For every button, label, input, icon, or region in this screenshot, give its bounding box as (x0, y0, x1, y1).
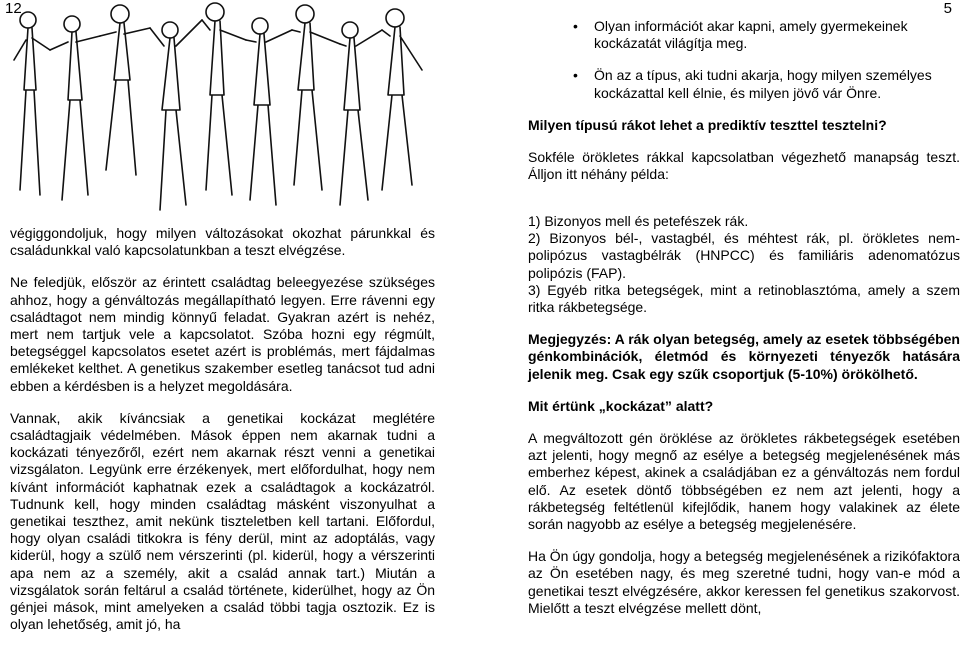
right-column-main (528, 213, 960, 617)
dancing-figures-illustration (10, 0, 435, 218)
risk-paragraph-2: Ha Ön úgy gondolja, hogy a betegség megjelenésének a rizikófaktora az Ön esetében nagy, és meg szeretné tudni, hogy van-e mód a genetikai teszt elvégzésére, akkor keressen fel genetikus szakorvost. Mielőtt a teszt elvégzése mellett dönt, (528, 548, 960, 616)
example-item-3: 3) Egyéb ritka betegségek, mint a retinoblasztóma, amely a szem ritka rákbetegsége. (528, 281, 960, 316)
left-column (10, 225, 435, 633)
bullet-item-1: • Olyan információt akar kapni, amely gyermekeinek kockázatát világítja meg. (528, 18, 960, 52)
page-number-right: 5 (943, 0, 952, 17)
right-column-top (528, 18, 960, 183)
example-item-1: 1) Bizonyos mell és petefészek rák. (528, 213, 749, 229)
left-paragraph-2: Ne feledjük, először az érintett családtag beleegyezése szükséges ahhoz, hogy a génváltozás megállapítható legyen. Erre rávenni egy családtagot nem mindig könnyű feladat. Gyakran azért is nehéz, mert nem tartjuk vele a kapcsolatot. Szóba hozni egy régmúlt, betegséggel kapcsolatos esetet azért is problémás, mert fájdalmas emlékeket kelthet. A genetikus szakember esetleg tanácsot tud adni ebben a kérdésben is a helyzet megoldására. (10, 274, 435, 394)
example-item-2: 2) Bizonyos bél-, vastagbél, és méhtest rák, pl. örökletes nem-polipózus vastagbélrák (HNPCC) és familiáris adenomatózus polipózis (FAP). (528, 230, 960, 281)
left-paragraph-1: végiggondoljuk, hogy milyen változásokat okozhat párunkkal és családunkkal való kapcsolatunkban a teszt elvégzése. (10, 225, 435, 259)
note-paragraph: Megjegyzés: A rák olyan betegség, amely az esetek többségében génkombinációk, életmód és környezeti tényezők hatására jelenik meg. Csak egy szűk csoportjuk (5-10%) örökölhető. (528, 331, 960, 382)
bullet-list (528, 18, 960, 102)
bullet-item-2: • Ön az a típus, aki tudni akarja, hogy milyen személyes kockázattal kell élnie, és milyen jövő vár Önre. (528, 67, 960, 101)
section-heading-risk: Mit értünk „kockázat” alatt? (528, 397, 714, 414)
section-heading-test-types: Milyen típusú rákot lehet a prediktív teszttel tesztelni? (528, 116, 887, 133)
left-paragraph-3: Vannak, akik kíváncsiak a genetikai kockázat meglétére családtagjaik védelmében. Mások éppen nem akarnak tudni a kockázati tényezőről, ezért nem akarnak részt venni a genetikai vizsgálaton. Legyünk erre érzékenyek, mert előfordulhat, hogy nem kívánt információt kaphatnak ezek a családtagok a kockázatról. Tudnunk kell, hogy minden családtag másként viszonyulhat a genetikai teszthez, amit nekünk tiszteletben kell tartani. Előfordul, hogy olyan családi titkokra is fény derül, mint az adoptálás, vagy kiderül, hogy a szülő nem vérszerinti (pl. kiderül, hogy a vérszerinti apa nem az a személy, akit a család annak tart.) Miután a vizsgálatok során feltárul a család története, kiderülhet, hogy az Ön génjei mások, mint amelyeken a család többi tagja osztozik. Ez is olyan lehetőség, amit jó, ha (10, 409, 435, 633)
risk-paragraph-1: A megváltozott gén öröklése az örökletes rákbetegségek esetében azt jelenti, hogy megnő az esélye a betegség megjelenésének más emberhez képest, akinek a családjában ez a génváltozás nem fordul elő. Az esetek döntő többségében ez nem azt jelenti, hogy a rákbetegség feltétlenül kifejlődik, hanem hogy valakinek az élete során nagyobb az esélye a betegség megjelenésére. (528, 430, 960, 533)
page-number-left: 12 (5, 0, 22, 17)
intro-paragraph: Sokféle örökletes rákkal kapcsolatban végezhető manapság teszt. Álljon itt néhány példa: (528, 149, 960, 183)
